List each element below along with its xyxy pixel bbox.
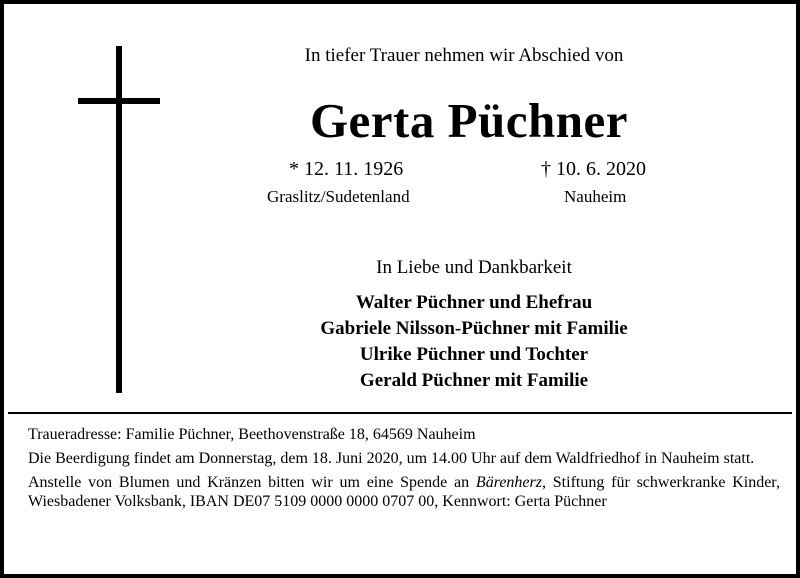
donation-organization: Bärenherz	[475, 474, 542, 491]
donation-details: , Stiftung für schwerkranke Kinder, Wiesbadener Volksbank, IBAN DE07 5109 0000 0000 0707 00, Kennwort: Gerta Püchner	[28, 474, 780, 510]
death-place: Nauheim	[564, 187, 627, 206]
birth-date: * 12. 11. 1926	[289, 158, 404, 180]
funeral-info: Die Beerdigung findet am Donnerstag, dem 18. Juni 2020, um 14.00 Uhr auf dem Waldfriedhof in Nauheim statt.	[28, 450, 755, 467]
mourner-name: Ulrike Püchner und Tochter	[359, 344, 589, 365]
divider	[8, 412, 792, 414]
footer-details	[28, 425, 780, 516]
birth-place: Graslitz/Sudetenland	[267, 187, 410, 206]
donation-request	[28, 473, 780, 511]
mourner-name: Gerald Püchner mit Familie	[359, 370, 589, 391]
intro-text: In tiefer Trauer nehmen wir Abschied von	[304, 45, 624, 66]
cross-icon-crossbar	[78, 98, 160, 104]
mourners-list	[254, 290, 694, 394]
mourner-name: Walter Püchner und Ehefrau	[355, 292, 593, 313]
mourner-name: Gabriele Nilsson-Püchner mit Familie	[320, 318, 628, 339]
dedication-text: In Liebe und Dankbarkeit	[376, 257, 572, 278]
donation-prefix: Anstelle von Blumen und Kränzen bitten wir um eine Spende an	[28, 474, 476, 491]
death-date: † 10. 6. 2020	[541, 158, 646, 180]
mourning-address: Traueradresse: Familie Püchner, Beethovenstraße 18, 64569 Nauheim	[28, 426, 476, 443]
deceased-name: Gerta Püchner	[309, 93, 629, 148]
